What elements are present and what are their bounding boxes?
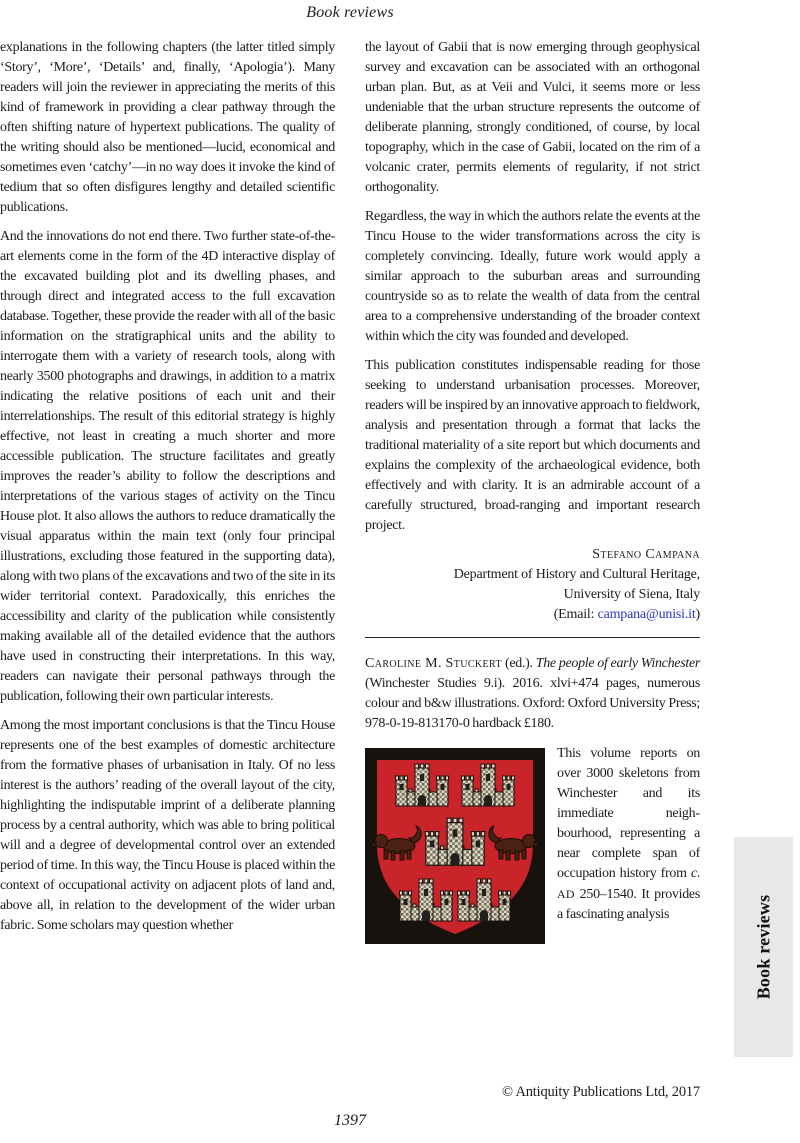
citation-details: (Winchester Studies 9.i). 2016. xlvi+474 pages, numerous colour and b&w illustrations. Oxford: Oxford University Press; 978-0-19-813170-0 hardback £180. — [365, 676, 700, 731]
email-suffix: ) — [695, 607, 700, 622]
winchester-coat-of-arms-image — [365, 748, 545, 944]
reviewer-affiliation: University of Siena, Italy — [563, 587, 700, 602]
reviewer-affiliation: Department of History and Cultural Heritage, — [453, 567, 700, 582]
circa-period: . — [696, 866, 700, 881]
section-divider — [365, 637, 700, 638]
citation-book-title: The people of early Winchester — [535, 656, 701, 671]
paragraph: This publication constitutes indispensable reading for those seeking to understand urbanisation processes. Moreover, readers will be inspired by an innovative approach to fieldwork, analysis and presentation through a format that lacks the traditional materiality of a site report but which documents and explains the complexity of the archaeological evidence, both effectively and with clarity. It is an admirable account of a carefully structured, broad-ranging and important research project. — [365, 358, 700, 533]
paragraph: explanations in the following chapters (the latter titled simply ‘Story’, ‘More’, ‘Details’ and, finally, ‘Apologia’). Many readers will join the reviewer in appreciating the merits of this kind of framework in providing a clear pathway through the often shifting nature of hypertext publications. The quality of the writing should also be mentioned—lucid, economical and sometimes even ‘catchy’—in no way does it invoke the kind of tedium that so often disfigures lengthy and detailed scientific publications. — [0, 40, 335, 215]
circa-abbreviation: c — [690, 866, 697, 881]
paragraph: the layout of Gabii that is now emerging through geophysical survey and excavation can be associated with an orthogonal urban plan. But, as at Veii and Vulci, it seems more or less undeniable that the urban structure represents the outcome of deliberate planning, strongly conditioned, of course, by local topography, which in the case of Gabii, located on the rim of a volcanic crater, permits elements of regularity, if not strict orthogonality. — [365, 40, 700, 195]
copyright-line: © Antiquity Publications Ltd, 2017 — [502, 1084, 700, 1100]
reviewer-email-line — [365, 605, 700, 625]
reviewer-signature-block — [365, 545, 700, 625]
citation-editor-note: (ed.). — [502, 656, 536, 671]
paragraph: Among the most important conclusions is that the Tincu House represents one of the best examples of domestic architecture from the formative phases of urbanisation in Italy. Of no less interest is the authors’ reading of the overall layout of the city, highlighting the indisputable imprint of a deliberate planning process by a central authority, which was able to bring political will and a degree of developmental control over an extended period of time. In this way, the Tincu House is placed within the context of occupational activity on adjacent plots of land and, above all, in relation to the development of the wider urban fabric. Some scholars may question whether — [0, 718, 335, 933]
citation-reviewer: Caroline M. Stuckert — [365, 656, 503, 671]
paragraph: And the innovations do not end there. Two further state-of-the-art elements come in the form of the 4D interactive display of the excavated building plot and its dwelling phases, and through direct and integrated access to the full excavation database. Together, these provide the reader with all of the basic information on the stratigraphical units and the ability to interrogate them with a variety of research tools, along with nearly 3500 photographs and drawings, in addition to a matrix indicating the relative positions of each unit and their interrelationships. The result of this editorial strategy is highly effective, not least in creating a much shorter and more accessible publication. The structure facilitates and greatly improves the reader’s ability to follow the descriptions and interpretations of the various stages of activity on the Tincu House plot. It also allows the authors to reduce dramatically the visual apparatus within the main text (only four principal illustrations, excluding those featured in the supporting data), along with two plans of the excavations and two of the site in its wider territorial context. Paradoxically, this enriches the accessibility and clarity of the publication while consistently making available all of the detailed evidence that the authors have used in constructing their interpretations. In this way, readers can navigate their personal pathways through the publication, following their own particular interests. — [0, 229, 335, 704]
section-edge-tab-label: Book reviews — [753, 894, 773, 1000]
section-edge-tab — [734, 837, 793, 1057]
right-text-column — [365, 38, 700, 944]
page-number: 1397 — [334, 1112, 366, 1129]
left-text-column — [0, 38, 335, 945]
email-link[interactable]: campana@unisi.it — [597, 607, 696, 622]
running-head: Book reviews — [306, 4, 394, 21]
email-prefix: (Email: — [553, 607, 598, 622]
review-intro-text: 250–1540. It provides a fascinating analysis — [557, 887, 700, 922]
paragraph: Regardless, the way in which the authors relate the events at the Tincu House to the wider transformations across the city is completely convincing. Ideally, future work would apply a similar approach to the suburban areas and surrounding countryside so as to relate the wealth of data from the central area to a comprehensive understanding of the broader context within which the city was founded and developed. — [365, 209, 700, 344]
reviewer-name: Stefano Campana — [592, 547, 700, 562]
book-citation — [365, 654, 700, 734]
era-label: AD — [557, 887, 575, 901]
review-opening-section — [365, 744, 700, 944]
review-intro-text: This volume reports on over 3000 skeletons from Winchester and its immediate neighbourhood, representing a near complete span of occupation history from — [557, 746, 700, 881]
